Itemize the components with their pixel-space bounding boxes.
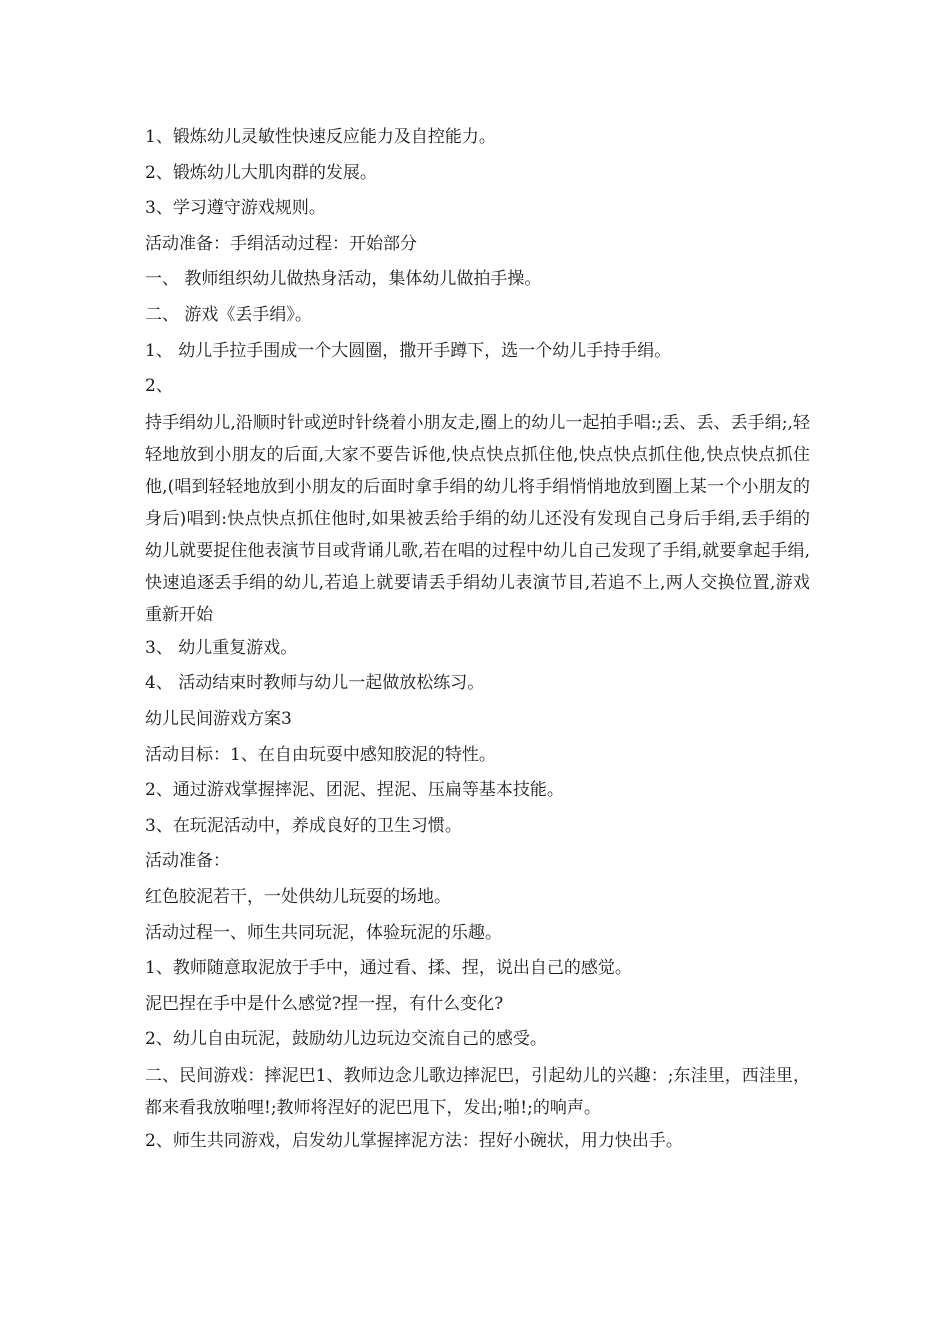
text-line: 2、锻炼幼儿大肌肉群的发展。 — [145, 162, 377, 183]
text-line: 2、师生共同游戏，启发幼儿掌握摔泥方法：捏好小碗状，用力快出手。 — [145, 1130, 683, 1151]
text-line: 1、 幼儿手拉手围成一个大圆圈，撒开手蹲下，选一个幼儿手持手绢。 — [145, 340, 672, 361]
text-line: 一、 教师组织幼儿做热身活动，集体幼儿做拍手操。 — [145, 269, 542, 290]
text-line: 2、 — [145, 376, 173, 397]
text-line: 3、在玩泥活动中，养成良好的卫生习惯。 — [145, 815, 462, 836]
text-line: 活动准备：手绢活动过程：开始部分 — [145, 233, 417, 254]
folk-game-paragraph: 二、民间游戏：摔泥巴1、教师边念儿歌边摔泥巴，引起幼儿的兴趣：;东洼里，西洼里，都来看我放啪哩!;教师将涅好的泥巴甩下，发出;啪!;的响声。 — [145, 1065, 810, 1118]
text-line: 红色胶泥若干，一处供幼儿玩耍的场地。 — [145, 886, 451, 907]
text-line: 活动过程一、师生共同玩泥，体验玩泥的乐趣。 — [145, 922, 502, 943]
text-line: 4、 活动结束时教师与幼儿一起做放松练习。 — [145, 673, 485, 694]
text-line: 泥巴捏在手中是什么感觉?捏一捏，有什么变化? — [145, 993, 504, 1014]
text-line: 3、学习遵守游戏规则。 — [145, 198, 326, 219]
text-line: 1、锻炼幼儿灵敏性快速反应能力及自控能力。 — [145, 127, 496, 147]
text-line: 二、 游戏《丢手绢》。 — [145, 304, 312, 325]
text-line: 活动准备： — [145, 851, 230, 872]
game-rules-paragraph: 持手绢幼儿,沿顺时针或逆时针绕着小朋友走,圈上的幼儿一起拍手唱:;丢、丢、丢手绢;,轻轻地放到小朋友的后面,大家不要告诉他,快点快点抓住他,快点快点抓住他,快点快点抓住他,(唱到轻轻地放到小朋友的后面时拿手绢的幼儿将手绢悄悄地放到圈上某一个小朋友的身后)唱到:快点快点抓住他时,如果被丢给手绢的幼儿还没有发现自己身后手绢,丢手绢的幼儿就要捉住他表演节目或背诵儿歌,若在唱的过程中幼儿自己发现了手绢,就要拿起手绢,快速追逐丢手绢的幼儿,若追上就要请丢手绢幼儿表演节目,若追不上,两人交换位置,游戏重新开始 — [145, 412, 810, 625]
document-page — [145, 120, 810, 1159]
text-line: 3、 幼儿重复游戏。 — [145, 637, 298, 658]
section-heading: 幼儿民间游戏方案3 — [145, 708, 292, 729]
text-line: 1、教师随意取泥放于手中，通过看、揉、捏，说出自己的感觉。 — [145, 958, 632, 979]
text-line: 2、通过游戏掌握摔泥、团泥、捏泥、压扁等基本技能。 — [145, 780, 564, 801]
text-line: 活动目标：1、在自由玩耍中感知胶泥的特性。 — [145, 744, 496, 765]
text-line: 2、幼儿自由玩泥，鼓励幼儿边玩边交流自己的感受。 — [145, 1029, 547, 1050]
